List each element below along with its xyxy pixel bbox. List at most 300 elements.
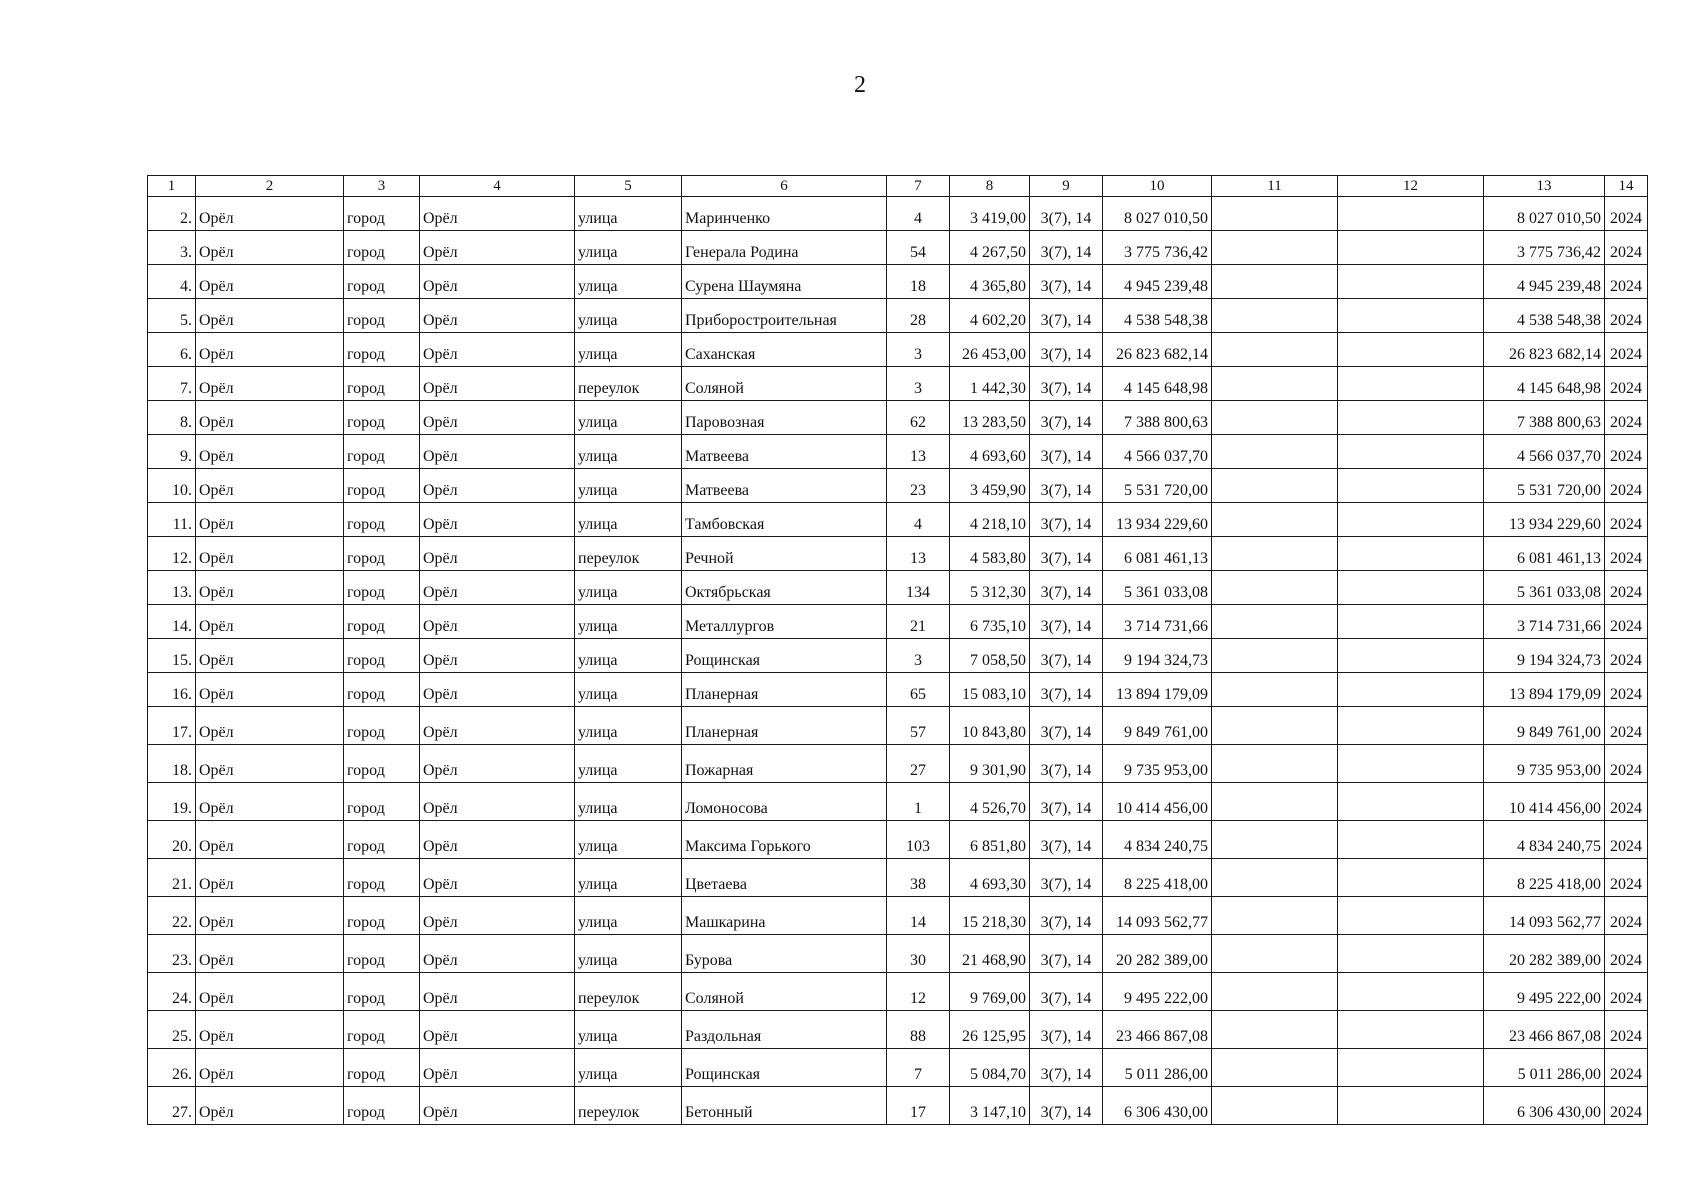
house-number-cell: 23: [887, 469, 950, 503]
work-type-cell: 3(7), 14: [1030, 469, 1103, 503]
table-body: [148, 176, 1648, 1125]
table-row: [148, 367, 1648, 401]
work-type-cell: 3(7), 14: [1030, 265, 1103, 299]
column-number-5: 5: [575, 176, 682, 197]
street-type-cell: улица: [575, 401, 682, 435]
settlement-cell: Орёл: [420, 821, 575, 859]
settlement-cell: Орёл: [420, 299, 575, 333]
column-12-cell: [1338, 231, 1484, 265]
settlement-type-cell: город: [344, 1087, 420, 1125]
house-number-cell: 38: [887, 859, 950, 897]
area-cell: 4 218,10: [950, 503, 1030, 537]
area-cell: 7 058,50: [950, 639, 1030, 673]
table-row: [148, 897, 1648, 935]
settlement-type-cell: город: [344, 707, 420, 745]
settlement-type-cell: город: [344, 367, 420, 401]
cost-cell: 9 194 324,73: [1484, 639, 1605, 673]
year-cell: 2024: [1605, 333, 1648, 367]
area-cell: 26 125,95: [950, 1011, 1030, 1049]
street-name-cell: Рощинская: [682, 1049, 887, 1087]
settlement-type-cell: город: [344, 401, 420, 435]
total-cost-cell: 4 145 648,98: [1103, 367, 1212, 401]
municipality-cell: Орёл: [196, 333, 344, 367]
work-type-cell: 3(7), 14: [1030, 707, 1103, 745]
work-type-cell: 3(7), 14: [1030, 571, 1103, 605]
table-row: [148, 973, 1648, 1011]
total-cost-cell: 5 531 720,00: [1103, 469, 1212, 503]
settlement-type-cell: город: [344, 537, 420, 571]
total-cost-cell: 20 282 389,00: [1103, 935, 1212, 973]
table-row: [148, 605, 1648, 639]
column-11-cell: [1212, 859, 1338, 897]
column-11-cell: [1212, 435, 1338, 469]
street-name-cell: Соляной: [682, 973, 887, 1011]
total-cost-cell: 9 735 953,00: [1103, 745, 1212, 783]
cost-cell: 20 282 389,00: [1484, 935, 1605, 973]
table-row: [148, 673, 1648, 707]
street-name-cell: Тамбовская: [682, 503, 887, 537]
settlement-type-cell: город: [344, 783, 420, 821]
area-cell: 4 693,60: [950, 435, 1030, 469]
cost-cell: 4 834 240,75: [1484, 821, 1605, 859]
cost-cell: 9 495 222,00: [1484, 973, 1605, 1011]
house-number-cell: 103: [887, 821, 950, 859]
row-number-cell: 20.: [148, 821, 196, 859]
street-name-cell: Соляной: [682, 367, 887, 401]
cost-cell: 4 145 648,98: [1484, 367, 1605, 401]
year-cell: 2024: [1605, 745, 1648, 783]
settlement-cell: Орёл: [420, 571, 575, 605]
column-number-10: 10: [1103, 176, 1212, 197]
column-11-cell: [1212, 707, 1338, 745]
total-cost-cell: 10 414 456,00: [1103, 783, 1212, 821]
settlement-type-cell: город: [344, 1049, 420, 1087]
settlement-cell: Орёл: [420, 1011, 575, 1049]
street-type-cell: улица: [575, 333, 682, 367]
work-type-cell: 3(7), 14: [1030, 673, 1103, 707]
area-cell: 4 583,80: [950, 537, 1030, 571]
settlement-cell: Орёл: [420, 935, 575, 973]
street-type-cell: улица: [575, 197, 682, 231]
column-number-13: 13: [1484, 176, 1605, 197]
street-name-cell: Матвеева: [682, 469, 887, 503]
cost-cell: 26 823 682,14: [1484, 333, 1605, 367]
row-number-cell: 12.: [148, 537, 196, 571]
row-number-cell: 4.: [148, 265, 196, 299]
area-cell: 6 735,10: [950, 605, 1030, 639]
column-12-cell: [1338, 639, 1484, 673]
column-11-cell: [1212, 197, 1338, 231]
municipality-cell: Орёл: [196, 299, 344, 333]
house-number-cell: 62: [887, 401, 950, 435]
cost-cell: 7 388 800,63: [1484, 401, 1605, 435]
row-number-cell: 5.: [148, 299, 196, 333]
street-name-cell: Ломоносова: [682, 783, 887, 821]
year-cell: 2024: [1605, 537, 1648, 571]
municipality-cell: Орёл: [196, 783, 344, 821]
column-12-cell: [1338, 707, 1484, 745]
settlement-cell: Орёл: [420, 639, 575, 673]
settlement-cell: Орёл: [420, 469, 575, 503]
cost-cell: 23 466 867,08: [1484, 1011, 1605, 1049]
street-name-cell: Бетонный: [682, 1087, 887, 1125]
settlement-cell: Орёл: [420, 859, 575, 897]
table-row: [148, 935, 1648, 973]
total-cost-cell: 3 714 731,66: [1103, 605, 1212, 639]
street-type-cell: улица: [575, 299, 682, 333]
cost-cell: 3 775 736,42: [1484, 231, 1605, 265]
row-number-cell: 6.: [148, 333, 196, 367]
column-11-cell: [1212, 401, 1338, 435]
settlement-cell: Орёл: [420, 897, 575, 935]
street-name-cell: Приборостроительная: [682, 299, 887, 333]
house-number-cell: 1: [887, 783, 950, 821]
column-11-cell: [1212, 503, 1338, 537]
municipality-cell: Орёл: [196, 537, 344, 571]
year-cell: 2024: [1605, 821, 1648, 859]
house-number-cell: 4: [887, 503, 950, 537]
column-number-3: 3: [344, 176, 420, 197]
column-12-cell: [1338, 299, 1484, 333]
row-number-cell: 13.: [148, 571, 196, 605]
register-table: [147, 175, 1648, 1125]
work-type-cell: 3(7), 14: [1030, 435, 1103, 469]
column-11-cell: [1212, 469, 1338, 503]
cost-cell: 8 225 418,00: [1484, 859, 1605, 897]
table-row: [148, 299, 1648, 333]
cost-cell: 10 414 456,00: [1484, 783, 1605, 821]
table-row: [148, 1087, 1648, 1125]
street-type-cell: улица: [575, 435, 682, 469]
work-type-cell: 3(7), 14: [1030, 1011, 1103, 1049]
street-name-cell: Максима Горького: [682, 821, 887, 859]
total-cost-cell: 26 823 682,14: [1103, 333, 1212, 367]
area-cell: 3 419,00: [950, 197, 1030, 231]
house-number-cell: 3: [887, 639, 950, 673]
column-12-cell: [1338, 333, 1484, 367]
settlement-cell: Орёл: [420, 231, 575, 265]
house-number-cell: 65: [887, 673, 950, 707]
street-name-cell: Металлургов: [682, 605, 887, 639]
cost-cell: 14 093 562,77: [1484, 897, 1605, 935]
table-row: [148, 197, 1648, 231]
column-11-cell: [1212, 299, 1338, 333]
municipality-cell: Орёл: [196, 859, 344, 897]
house-number-cell: 21: [887, 605, 950, 639]
area-cell: 9 301,90: [950, 745, 1030, 783]
work-type-cell: 3(7), 14: [1030, 333, 1103, 367]
row-number-cell: 3.: [148, 231, 196, 265]
street-type-cell: улица: [575, 745, 682, 783]
cost-cell: 5 361 033,08: [1484, 571, 1605, 605]
municipality-cell: Орёл: [196, 571, 344, 605]
house-number-cell: 30: [887, 935, 950, 973]
column-12-cell: [1338, 745, 1484, 783]
street-type-cell: переулок: [575, 973, 682, 1011]
street-type-cell: улица: [575, 707, 682, 745]
area-cell: 15 218,30: [950, 897, 1030, 935]
work-type-cell: 3(7), 14: [1030, 935, 1103, 973]
table-row: [148, 435, 1648, 469]
settlement-cell: Орёл: [420, 503, 575, 537]
settlement-cell: Орёл: [420, 1049, 575, 1087]
house-number-cell: 17: [887, 1087, 950, 1125]
column-number-7: 7: [887, 176, 950, 197]
table-row: [148, 469, 1648, 503]
column-12-cell: [1338, 503, 1484, 537]
settlement-cell: Орёл: [420, 367, 575, 401]
total-cost-cell: 4 566 037,70: [1103, 435, 1212, 469]
settlement-type-cell: город: [344, 973, 420, 1011]
cost-cell: 5 011 286,00: [1484, 1049, 1605, 1087]
street-type-cell: улица: [575, 1049, 682, 1087]
street-type-cell: улица: [575, 1011, 682, 1049]
row-number-cell: 14.: [148, 605, 196, 639]
total-cost-cell: 6 306 430,00: [1103, 1087, 1212, 1125]
column-12-cell: [1338, 1087, 1484, 1125]
cost-cell: 9 735 953,00: [1484, 745, 1605, 783]
year-cell: 2024: [1605, 859, 1648, 897]
area-cell: 4 693,30: [950, 859, 1030, 897]
area-cell: 26 453,00: [950, 333, 1030, 367]
column-11-cell: [1212, 1049, 1338, 1087]
street-type-cell: улица: [575, 859, 682, 897]
year-cell: 2024: [1605, 367, 1648, 401]
street-type-cell: улица: [575, 469, 682, 503]
settlement-cell: Орёл: [420, 197, 575, 231]
total-cost-cell: 4 945 239,48: [1103, 265, 1212, 299]
table-row: [148, 265, 1648, 299]
column-12-cell: [1338, 821, 1484, 859]
house-number-cell: 27: [887, 745, 950, 783]
street-name-cell: Генерала Родина: [682, 231, 887, 265]
street-type-cell: улица: [575, 897, 682, 935]
cost-cell: 4 566 037,70: [1484, 435, 1605, 469]
column-12-cell: [1338, 401, 1484, 435]
row-number-cell: 21.: [148, 859, 196, 897]
settlement-type-cell: город: [344, 673, 420, 707]
house-number-cell: 13: [887, 537, 950, 571]
total-cost-cell: 13 934 229,60: [1103, 503, 1212, 537]
total-cost-cell: 8 225 418,00: [1103, 859, 1212, 897]
year-cell: 2024: [1605, 897, 1648, 935]
total-cost-cell: 13 894 179,09: [1103, 673, 1212, 707]
street-name-cell: Машкарина: [682, 897, 887, 935]
column-12-cell: [1338, 859, 1484, 897]
year-cell: 2024: [1605, 605, 1648, 639]
municipality-cell: Орёл: [196, 435, 344, 469]
street-name-cell: Сурена Шаумяна: [682, 265, 887, 299]
street-type-cell: улица: [575, 935, 682, 973]
year-cell: 2024: [1605, 973, 1648, 1011]
table-row: [148, 1049, 1648, 1087]
table-row: [148, 503, 1648, 537]
settlement-type-cell: город: [344, 197, 420, 231]
area-cell: 4 602,20: [950, 299, 1030, 333]
column-12-cell: [1338, 571, 1484, 605]
settlement-cell: Орёл: [420, 605, 575, 639]
total-cost-cell: 9 495 222,00: [1103, 973, 1212, 1011]
column-12-cell: [1338, 673, 1484, 707]
column-12-cell: [1338, 783, 1484, 821]
cost-cell: 3 714 731,66: [1484, 605, 1605, 639]
area-cell: 9 769,00: [950, 973, 1030, 1011]
column-11-cell: [1212, 1087, 1338, 1125]
row-number-cell: 24.: [148, 973, 196, 1011]
house-number-cell: 12: [887, 973, 950, 1011]
total-cost-cell: 8 027 010,50: [1103, 197, 1212, 231]
house-number-cell: 134: [887, 571, 950, 605]
table-row: [148, 571, 1648, 605]
settlement-cell: Орёл: [420, 401, 575, 435]
work-type-cell: 3(7), 14: [1030, 897, 1103, 935]
year-cell: 2024: [1605, 673, 1648, 707]
house-number-cell: 28: [887, 299, 950, 333]
work-type-cell: 3(7), 14: [1030, 299, 1103, 333]
row-number-cell: 8.: [148, 401, 196, 435]
column-11-cell: [1212, 783, 1338, 821]
table-row: [148, 537, 1648, 571]
work-type-cell: 3(7), 14: [1030, 537, 1103, 571]
column-11-cell: [1212, 333, 1338, 367]
municipality-cell: Орёл: [196, 673, 344, 707]
street-type-cell: улица: [575, 571, 682, 605]
year-cell: 2024: [1605, 231, 1648, 265]
column-11-cell: [1212, 745, 1338, 783]
municipality-cell: Орёл: [196, 1049, 344, 1087]
year-cell: 2024: [1605, 299, 1648, 333]
year-cell: 2024: [1605, 783, 1648, 821]
year-cell: 2024: [1605, 469, 1648, 503]
row-number-cell: 19.: [148, 783, 196, 821]
municipality-cell: Орёл: [196, 197, 344, 231]
street-name-cell: Раздольная: [682, 1011, 887, 1049]
street-type-cell: переулок: [575, 537, 682, 571]
municipality-cell: Орёл: [196, 935, 344, 973]
cost-cell: 6 306 430,00: [1484, 1087, 1605, 1125]
area-cell: 6 851,80: [950, 821, 1030, 859]
row-number-cell: 7.: [148, 367, 196, 401]
municipality-cell: Орёл: [196, 1087, 344, 1125]
settlement-cell: Орёл: [420, 745, 575, 783]
row-number-cell: 25.: [148, 1011, 196, 1049]
total-cost-cell: 3 775 736,42: [1103, 231, 1212, 265]
total-cost-cell: 9 849 761,00: [1103, 707, 1212, 745]
house-number-cell: 3: [887, 367, 950, 401]
work-type-cell: 3(7), 14: [1030, 1087, 1103, 1125]
area-cell: 4 267,50: [950, 231, 1030, 265]
house-number-cell: 3: [887, 333, 950, 367]
column-12-cell: [1338, 1011, 1484, 1049]
column-number-1: 1: [148, 176, 196, 197]
area-cell: 1 442,30: [950, 367, 1030, 401]
column-number-6: 6: [682, 176, 887, 197]
municipality-cell: Орёл: [196, 973, 344, 1011]
settlement-cell: Орёл: [420, 707, 575, 745]
settlement-type-cell: город: [344, 859, 420, 897]
settlement-type-cell: город: [344, 639, 420, 673]
area-cell: 5 084,70: [950, 1049, 1030, 1087]
work-type-cell: 3(7), 14: [1030, 605, 1103, 639]
cost-cell: 5 531 720,00: [1484, 469, 1605, 503]
column-number-14: 14: [1605, 176, 1648, 197]
cost-cell: 13 894 179,09: [1484, 673, 1605, 707]
row-number-cell: 17.: [148, 707, 196, 745]
column-number-9: 9: [1030, 176, 1103, 197]
column-12-cell: [1338, 367, 1484, 401]
street-type-cell: улица: [575, 231, 682, 265]
street-type-cell: улица: [575, 265, 682, 299]
total-cost-cell: 6 081 461,13: [1103, 537, 1212, 571]
municipality-cell: Орёл: [196, 745, 344, 783]
settlement-type-cell: город: [344, 1011, 420, 1049]
row-number-cell: 26.: [148, 1049, 196, 1087]
settlement-type-cell: город: [344, 571, 420, 605]
row-number-cell: 18.: [148, 745, 196, 783]
street-name-cell: Саханская: [682, 333, 887, 367]
column-number-12: 12: [1338, 176, 1484, 197]
column-12-cell: [1338, 935, 1484, 973]
settlement-cell: Орёл: [420, 1087, 575, 1125]
house-number-cell: 88: [887, 1011, 950, 1049]
area-cell: 3 147,10: [950, 1087, 1030, 1125]
settlement-type-cell: город: [344, 333, 420, 367]
work-type-cell: 3(7), 14: [1030, 859, 1103, 897]
column-number-8: 8: [950, 176, 1030, 197]
work-type-cell: 3(7), 14: [1030, 1049, 1103, 1087]
year-cell: 2024: [1605, 435, 1648, 469]
house-number-cell: 57: [887, 707, 950, 745]
area-cell: 4 365,80: [950, 265, 1030, 299]
settlement-type-cell: город: [344, 897, 420, 935]
settlement-type-cell: город: [344, 503, 420, 537]
work-type-cell: 3(7), 14: [1030, 197, 1103, 231]
year-cell: 2024: [1605, 401, 1648, 435]
table-row: [148, 821, 1648, 859]
street-name-cell: Бурова: [682, 935, 887, 973]
work-type-cell: 3(7), 14: [1030, 973, 1103, 1011]
settlement-cell: Орёл: [420, 673, 575, 707]
year-cell: 2024: [1605, 707, 1648, 745]
row-number-cell: 15.: [148, 639, 196, 673]
area-cell: 5 312,30: [950, 571, 1030, 605]
street-type-cell: улица: [575, 783, 682, 821]
municipality-cell: Орёл: [196, 503, 344, 537]
house-number-cell: 54: [887, 231, 950, 265]
settlement-cell: Орёл: [420, 333, 575, 367]
year-cell: 2024: [1605, 265, 1648, 299]
cost-cell: 6 081 461,13: [1484, 537, 1605, 571]
cost-cell: 8 027 010,50: [1484, 197, 1605, 231]
settlement-cell: Орёл: [420, 973, 575, 1011]
street-type-cell: переулок: [575, 1087, 682, 1125]
year-cell: 2024: [1605, 1011, 1648, 1049]
table-row: [148, 745, 1648, 783]
row-number-cell: 22.: [148, 897, 196, 935]
column-11-cell: [1212, 605, 1338, 639]
street-type-cell: улица: [575, 639, 682, 673]
year-cell: 2024: [1605, 935, 1648, 973]
settlement-type-cell: город: [344, 265, 420, 299]
street-name-cell: Планерная: [682, 707, 887, 745]
year-cell: 2024: [1605, 503, 1648, 537]
column-12-cell: [1338, 469, 1484, 503]
column-11-cell: [1212, 673, 1338, 707]
street-name-cell: Рощинская: [682, 639, 887, 673]
column-number-2: 2: [196, 176, 344, 197]
year-cell: 2024: [1605, 639, 1648, 673]
page-number: 2: [854, 72, 866, 98]
